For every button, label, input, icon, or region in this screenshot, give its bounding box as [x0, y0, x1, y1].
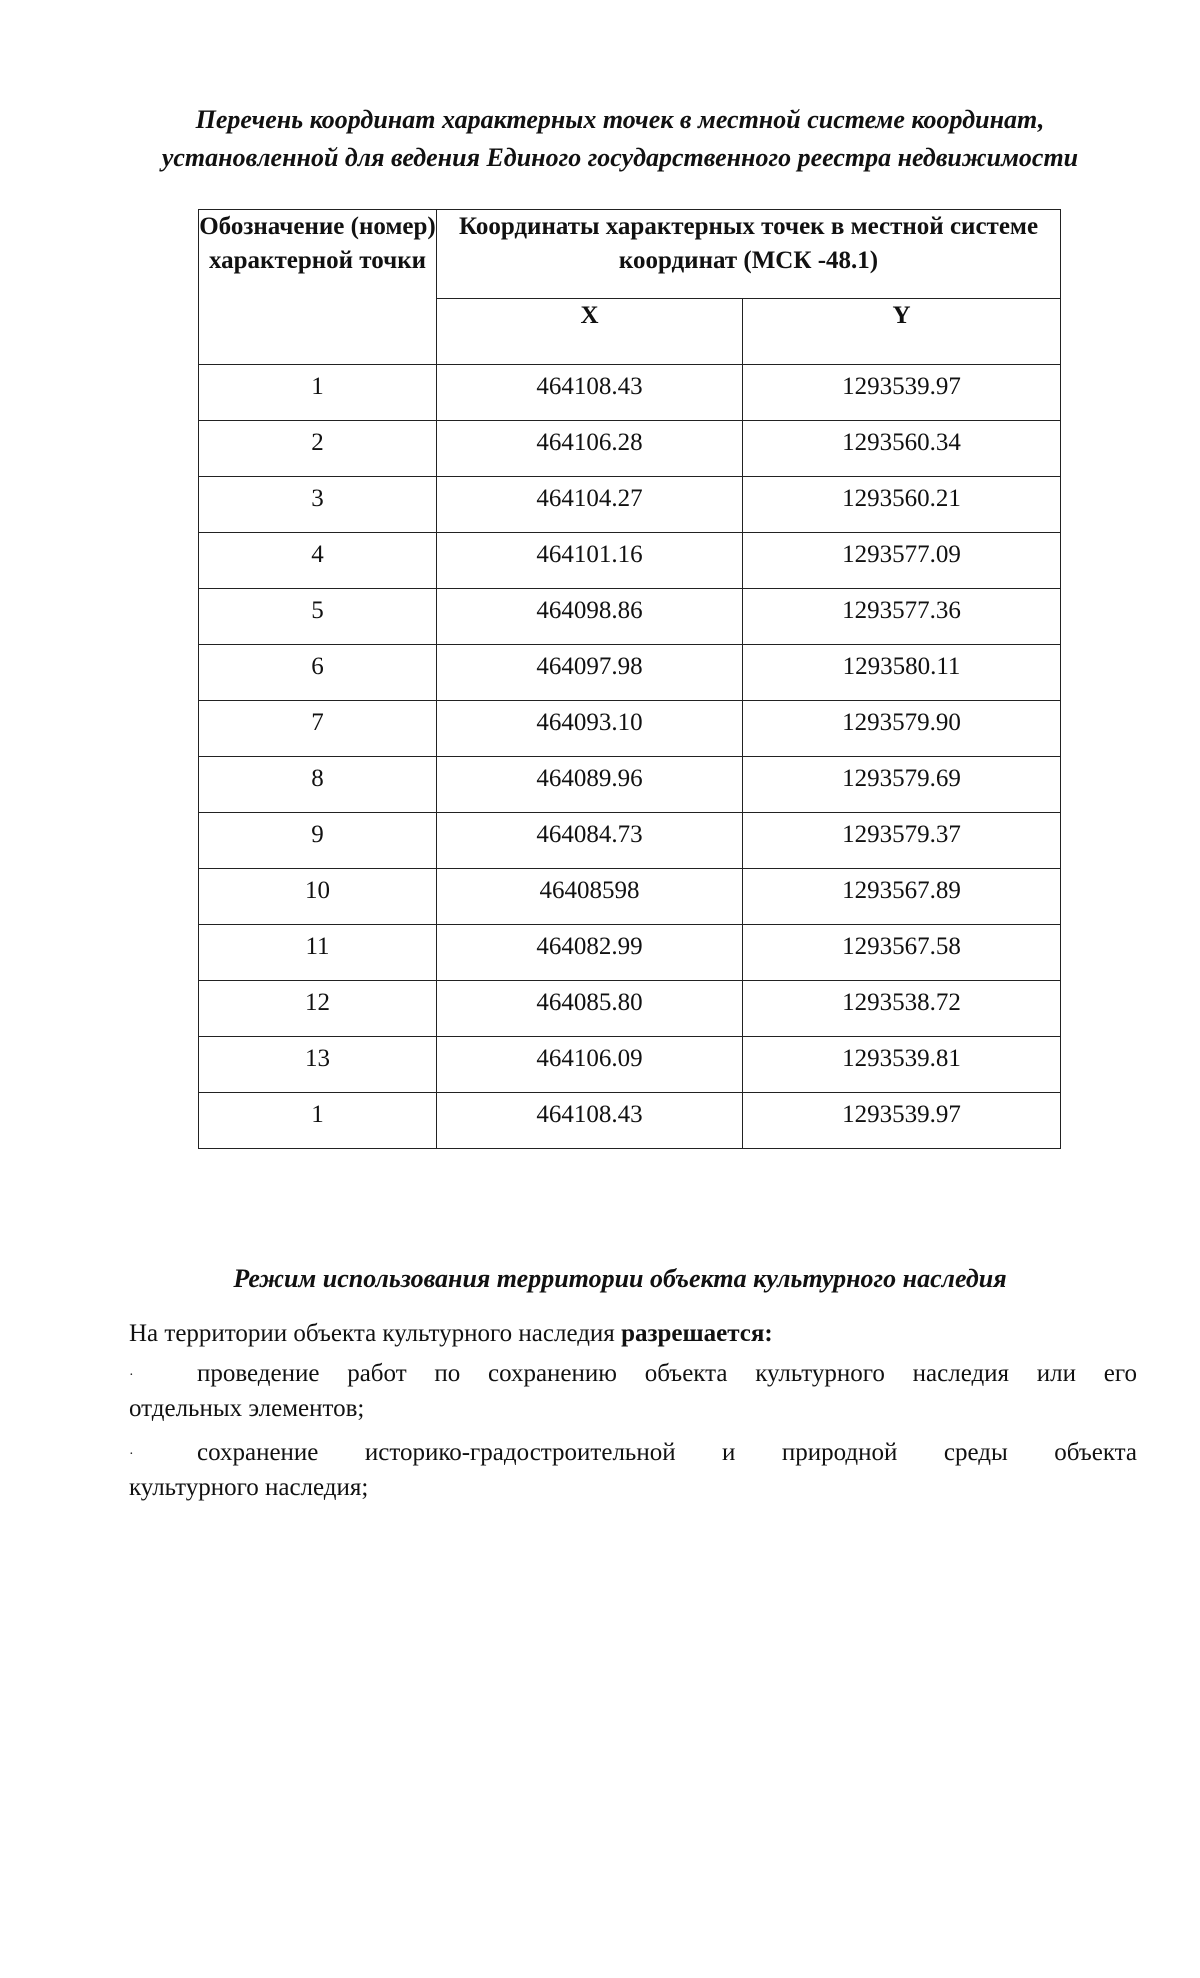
- table-row: [199, 421, 1061, 477]
- cell-y: 1293560.21: [743, 477, 1061, 533]
- table-row: [199, 1093, 1061, 1149]
- cell-x: 464097.98: [437, 645, 743, 701]
- cell-point: 1: [199, 365, 437, 421]
- cell-y: 1293560.34: [743, 421, 1061, 477]
- table-row: [199, 477, 1061, 533]
- table-row: [199, 869, 1061, 925]
- cell-x: 464098.86: [437, 589, 743, 645]
- coordinates-table: [198, 209, 1061, 1149]
- bullet-item-continuation: культурного наследия;: [129, 1473, 369, 1501]
- bullet-item-lead-text: сохранение историко-градостроительной и природной среды объекта: [197, 1439, 1137, 1466]
- cell-point: 11: [199, 925, 437, 981]
- header-x: X: [437, 298, 743, 364]
- cell-point: 3: [199, 477, 437, 533]
- cell-point: 1: [199, 1093, 437, 1149]
- header-point-designation: Обозначение (номер) характерной точки: [199, 210, 437, 365]
- cell-point: 5: [199, 589, 437, 645]
- cell-point: 6: [199, 645, 437, 701]
- intro-paragraph: [129, 1317, 773, 1351]
- coordinates-table-body: [199, 365, 1061, 1149]
- cell-y: 1293579.90: [743, 701, 1061, 757]
- cell-x: 464085.80: [437, 981, 743, 1037]
- cell-y: 1293567.58: [743, 925, 1061, 981]
- intro-bold-text: разрешается:: [621, 1320, 773, 1347]
- cell-x: 46408598: [437, 869, 743, 925]
- table-row: [199, 533, 1061, 589]
- table-row: [199, 645, 1061, 701]
- cell-point: 2: [199, 421, 437, 477]
- cell-point: 7: [199, 701, 437, 757]
- cell-y: 1293579.37: [743, 813, 1061, 869]
- table-row: [199, 701, 1061, 757]
- cell-x: 464106.28: [437, 421, 743, 477]
- page-title: [100, 101, 1140, 177]
- section-title: Режим использования территории объекта культурного наследия: [233, 1264, 1007, 1293]
- cell-y: 1293539.97: [743, 365, 1061, 421]
- cell-y: 1293539.81: [743, 1037, 1061, 1093]
- cell-x: 464093.10: [437, 701, 743, 757]
- cell-x: 464082.99: [437, 925, 743, 981]
- table-row: [199, 365, 1061, 421]
- intro-text: На территории объекта культурного наследия: [129, 1320, 615, 1347]
- bullet-dot: ·: [129, 1446, 134, 1462]
- cell-x: 464089.96: [437, 757, 743, 813]
- cell-y: 1293577.09: [743, 533, 1061, 589]
- bullet-item-lead-text: проведение работ по сохранению объекта культурного наследия или его: [197, 1360, 1137, 1387]
- bullet-dot: ·: [129, 1367, 134, 1383]
- bullet-item-first-line: [129, 1436, 1137, 1471]
- page-title-line-2: установленной для ведения Единого государственного реестра недвижимости: [161, 143, 1079, 172]
- cell-x: 464106.09: [437, 1037, 743, 1093]
- cell-x: 464101.16: [437, 533, 743, 589]
- cell-y: 1293567.89: [743, 869, 1061, 925]
- cell-point: 13: [199, 1037, 437, 1093]
- table-row: [199, 1037, 1061, 1093]
- cell-point: 12: [199, 981, 437, 1037]
- bullet-item-first-line: [129, 1357, 1137, 1392]
- cell-x: 464084.73: [437, 813, 743, 869]
- cell-y: 1293579.69: [743, 757, 1061, 813]
- header-y: Y: [743, 298, 1061, 364]
- bullet-item: [129, 1436, 1137, 1504]
- table-row: [199, 981, 1061, 1037]
- header-coordinates: Координаты характерных точек в местной системе координат (МСК -48.1): [437, 210, 1061, 299]
- cell-y: 1293577.36: [743, 589, 1061, 645]
- cell-x: 464108.43: [437, 365, 743, 421]
- bullet-item: [129, 1357, 1137, 1425]
- table-row: [199, 925, 1061, 981]
- page-title-line-1: Перечень координат характерных точек в местной системе координат,: [195, 105, 1045, 134]
- cell-y: 1293538.72: [743, 981, 1061, 1037]
- bullet-item-continuation: отдельных элементов;: [129, 1394, 365, 1422]
- table-row: [199, 589, 1061, 645]
- cell-point: 4: [199, 533, 437, 589]
- cell-x: 464108.43: [437, 1093, 743, 1149]
- cell-x: 464104.27: [437, 477, 743, 533]
- cell-point: 10: [199, 869, 437, 925]
- table-row: [199, 757, 1061, 813]
- cell-point: 9: [199, 813, 437, 869]
- cell-y: 1293539.97: [743, 1093, 1061, 1149]
- cell-y: 1293580.11: [743, 645, 1061, 701]
- cell-point: 8: [199, 757, 437, 813]
- table-row: [199, 813, 1061, 869]
